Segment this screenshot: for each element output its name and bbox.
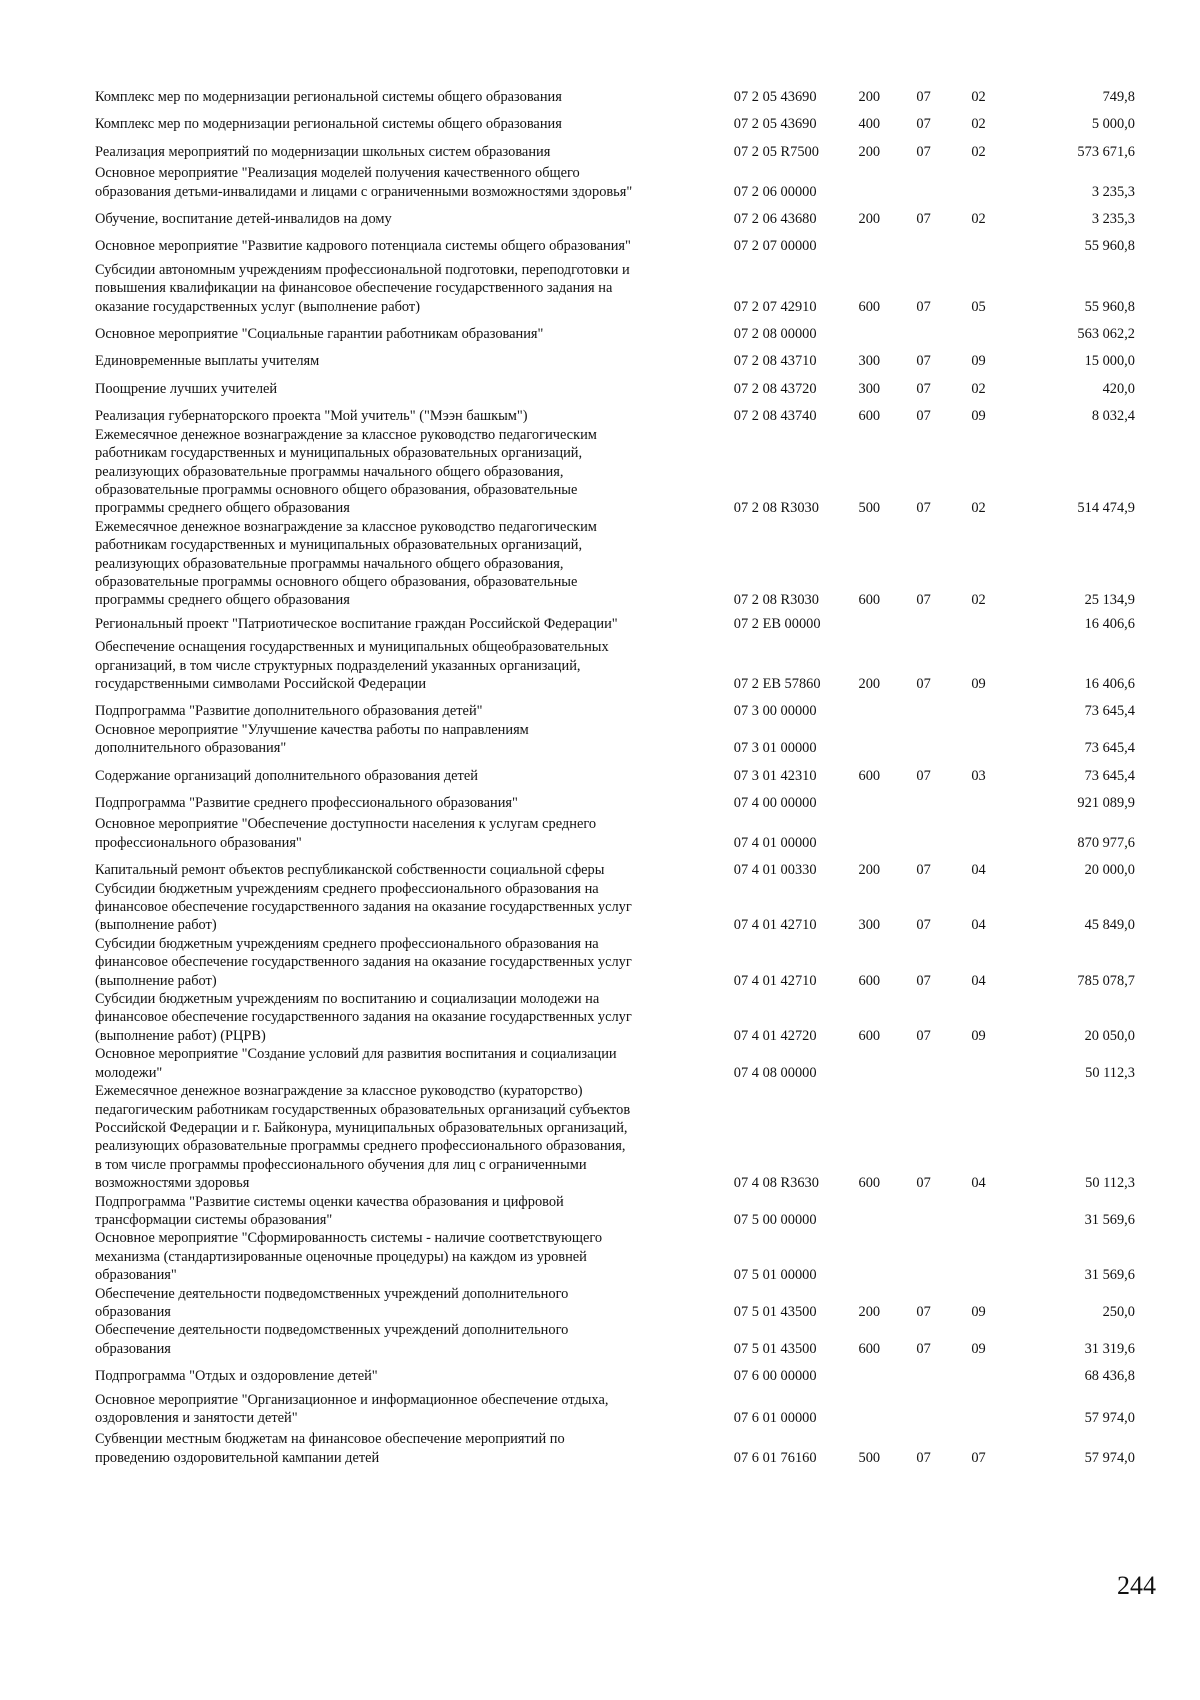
- expense-type: 500: [858, 1449, 881, 1466]
- section: 07: [916, 1449, 931, 1466]
- table-row: [95, 164, 1135, 201]
- item-name: Подпрограмма "Развитие дополнительного образования детей": [95, 703, 483, 720]
- section: 07: [916, 211, 931, 228]
- item-name: Основное мероприятие "Обеспечение доступности населения к услугам среднего профессионального образования": [95, 816, 597, 851]
- amount: 55 960,8: [1084, 238, 1135, 255]
- expense-type: 200: [858, 1303, 881, 1320]
- item-name: Субсидии бюджетным учреждениям среднего профессионального образования на финансовое обеспечение государственного задания на оказание государственных услуг (выполнение работ): [95, 880, 632, 934]
- subsection: 02: [971, 500, 986, 517]
- amount: 25 134,9: [1084, 592, 1135, 609]
- item-name: Комплекс мер по модернизации региональной системы общего образования: [95, 89, 562, 105]
- item-name: Подпрограмма "Развитие системы оценки качества образования и цифровой трансформации системы образования": [95, 1193, 564, 1228]
- item-name: Основное мероприятие "Сформированность системы - наличие соответствующего механизма (стандартизированные оценочные процедуры) на каждом из уровней образования": [95, 1230, 603, 1284]
- table-row: [95, 935, 1135, 990]
- subsection: 02: [971, 116, 986, 133]
- amount: 870 977,6: [1077, 834, 1135, 851]
- section: 07: [916, 592, 931, 609]
- amount: 5 000,0: [1091, 116, 1135, 133]
- table-row: [95, 1430, 1135, 1467]
- subsection: 02: [971, 380, 986, 397]
- expense-type: 200: [858, 675, 881, 692]
- item-name: Обеспечение оснащения государственных и муниципальных общеобразовательных организаций, в том числе структурных подразделений указанных организаций, государственными символами Российской Федерации: [95, 639, 609, 692]
- item-name: Субсидии бюджетным учреждениям по воспитанию и социализации молодежи на финансовое обеспечение государственного задания на оказание государственных услуг (выполнение работ) (РЦРВ): [95, 991, 632, 1044]
- item-name: Основное мероприятие "Улучшение качества работы по направлениям дополнительного образования": [95, 721, 529, 757]
- table-row: [95, 638, 1135, 693]
- target-code: 07 4 01 42720: [733, 1027, 817, 1044]
- target-code: 07 4 01 00330: [733, 862, 817, 879]
- section: 07: [916, 353, 931, 370]
- target-code: 07 2 06 00000: [733, 183, 817, 200]
- item-name: Капитальный ремонт объектов республиканской собственности социальной сферы: [95, 862, 605, 879]
- expense-type: 600: [858, 972, 881, 989]
- item-name: Основное мероприятие "Создание условий для развития воспитания и социализации молодежи": [95, 1046, 617, 1081]
- item-name: Региональный проект "Патриотическое воспитание граждан Российской Федерации": [95, 615, 618, 632]
- item-name: Ежемесячное денежное вознаграждение за классное руководство (кураторство) педагогическим работникам государственных образовательных организаций субъектов Российской Федерации и г. Байконура, муниципальных образовательных организаций, реализующих образовательные программы среднего профессионального образования, в том числе программы профессионального обучения для лиц с ограниченными возможностями здоровья: [95, 1083, 631, 1192]
- target-code: 07 3 00 00000: [733, 703, 817, 720]
- amount: 50 112,3: [1085, 1175, 1135, 1192]
- section: 07: [916, 116, 931, 133]
- table-row: [95, 352, 1135, 370]
- target-code: 07 5 01 00000: [733, 1267, 817, 1284]
- amount: 68 436,8: [1084, 1368, 1135, 1385]
- section: 07: [916, 767, 931, 784]
- expense-type: 400: [858, 116, 881, 133]
- expense-type: 300: [858, 380, 881, 397]
- amount: 31 569,6: [1084, 1267, 1135, 1284]
- amount: 45 849,0: [1084, 917, 1135, 934]
- expense-type: 600: [858, 1175, 881, 1192]
- target-code: 07 2 07 42910: [733, 298, 817, 315]
- section: 07: [916, 298, 931, 315]
- section: 07: [916, 675, 931, 692]
- amount: 57 974,0: [1084, 1449, 1135, 1466]
- item-name: Основное мероприятие "Социальные гарантии работникам образования": [95, 326, 544, 343]
- item-name: Обеспечение деятельности подведомственных учреждений дополнительного образования: [95, 1285, 569, 1320]
- amount: 73 645,4: [1084, 767, 1135, 784]
- table-row: [95, 115, 1135, 133]
- item-name: Комплекс мер по модернизации региональной системы общего образования: [95, 116, 562, 133]
- target-code: 07 2 EB 57860: [733, 675, 821, 692]
- table-row: [95, 880, 1135, 935]
- table-row: [95, 1082, 1135, 1192]
- table-row: [95, 615, 1135, 633]
- subsection: 09: [971, 408, 986, 425]
- amount: 50 112,3: [1085, 1064, 1135, 1081]
- table-row: [95, 1229, 1135, 1284]
- section: 07: [916, 917, 931, 934]
- table-row: [95, 237, 1135, 255]
- amount: 3 235,3: [1091, 183, 1135, 200]
- target-code: 07 4 08 R3630: [733, 1175, 819, 1192]
- subsection: 09: [971, 1340, 986, 1357]
- table-row: [95, 1367, 1135, 1385]
- table-row: [95, 702, 1135, 720]
- item-name: Ежемесячное денежное вознаграждение за классное руководство педагогическим работникам государственных и муниципальных образовательных организаций, реализующих образовательные программы начального общего образования, образовательные программы основного общего образования, образовательные программы среднего общего образования: [95, 426, 597, 517]
- section: 07: [916, 1027, 931, 1044]
- subsection: 04: [971, 972, 986, 989]
- item-name: Реализация губернаторского проекта "Мой учитель" ("Мээн башкым"): [95, 408, 528, 425]
- table-row: [95, 1285, 1135, 1322]
- table-row: [95, 518, 1135, 610]
- subsection: 09: [971, 353, 986, 370]
- target-code: 07 2 05 R7500: [733, 143, 819, 160]
- subsection: 07: [971, 1449, 986, 1466]
- target-code: 07 2 05 43690: [733, 116, 817, 133]
- item-name: Основное мероприятие "Реализация моделей получения качественного общего образования детьми-инвалидами и лицами с ограниченными возможностями здоровья": [95, 165, 633, 200]
- amount: 20 000,0: [1084, 862, 1135, 879]
- target-code: 07 2 08 R3030: [733, 500, 819, 517]
- section: 07: [916, 1340, 931, 1357]
- item-name: Реализация мероприятий по модернизации школьных систем образования: [95, 143, 551, 160]
- target-code: 07 2 08 43710: [733, 353, 817, 370]
- expense-type: 300: [858, 917, 881, 934]
- item-name: Основное мероприятие "Организационное и информационное обеспечение отдыха, оздоровления и занятости детей": [95, 1391, 609, 1426]
- item-name: Обучение, воспитание детей-инвалидов на дому: [95, 211, 392, 228]
- expense-type: 600: [858, 1340, 881, 1357]
- expense-type: 300: [858, 353, 881, 370]
- table-row: [95, 210, 1135, 228]
- item-name: Субвенции местным бюджетам на финансовое обеспечение мероприятий по проведению оздоровительной кампании детей: [95, 1431, 565, 1466]
- amount: 250,0: [1102, 1303, 1135, 1320]
- expense-type: 600: [858, 408, 881, 425]
- amount: 20 050,0: [1084, 1027, 1135, 1044]
- target-code: 07 2 07 00000: [733, 238, 817, 255]
- item-name: Основное мероприятие "Развитие кадрового потенциала системы общего образования": [95, 238, 631, 255]
- expense-type: 200: [858, 89, 881, 105]
- item-name: Обеспечение деятельности подведомственных учреждений дополнительного образования: [95, 1322, 569, 1357]
- budget-table: [95, 88, 1135, 1467]
- table-row: [95, 721, 1135, 758]
- section: 07: [916, 89, 931, 105]
- amount: 15 000,0: [1084, 353, 1135, 370]
- amount: 73 645,4: [1084, 703, 1135, 720]
- subsection: 03: [971, 767, 986, 784]
- table-row: [95, 990, 1135, 1045]
- expense-type: 600: [858, 767, 881, 784]
- table-row: [95, 815, 1135, 852]
- subsection: 04: [971, 862, 986, 879]
- table-row: [95, 1391, 1135, 1428]
- table-row: [95, 325, 1135, 343]
- subsection: 05: [971, 298, 986, 315]
- target-code: 07 5 01 43500: [733, 1303, 817, 1320]
- target-code: 07 4 00 00000: [733, 795, 817, 811]
- item-name: Единовременные выплаты учителям: [95, 353, 320, 370]
- amount: 514 474,9: [1077, 500, 1135, 517]
- target-code: 07 2 08 43740: [733, 408, 817, 425]
- table-row: [95, 143, 1135, 161]
- item-name: Ежемесячное денежное вознаграждение за классное руководство педагогическим работникам государственных и муниципальных образовательных организаций, реализующих образовательные программы начального общего образования, образовательные программы основного общего образования, образовательные программы среднего общего образования: [95, 518, 597, 609]
- item-name: Субсидии бюджетным учреждениям среднего профессионального образования на финансовое обеспечение государственного задания на оказание государственных услуг (выполнение работ): [95, 935, 632, 989]
- table-row: [95, 767, 1135, 785]
- amount: 73 645,4: [1084, 740, 1135, 757]
- amount: 55 960,8: [1084, 298, 1135, 315]
- section: 07: [916, 380, 931, 397]
- subsection: 02: [971, 89, 986, 105]
- amount: 8 032,4: [1091, 408, 1135, 425]
- section: 07: [916, 143, 931, 160]
- amount: 31 319,6: [1084, 1340, 1135, 1357]
- amount: 573 671,6: [1077, 143, 1135, 160]
- table-row: [95, 1321, 1135, 1358]
- subsection: 04: [971, 1175, 986, 1192]
- target-code: 07 6 00 00000: [733, 1368, 817, 1385]
- amount: 31 569,6: [1084, 1211, 1135, 1228]
- table-row: [95, 407, 1135, 425]
- target-code: 07 4 01 42710: [733, 917, 817, 934]
- target-code: 07 4 08 00000: [733, 1064, 817, 1081]
- expense-type: 200: [858, 211, 881, 228]
- expense-type: 500: [858, 500, 881, 517]
- amount: 3 235,3: [1091, 211, 1135, 228]
- target-code: 07 2 08 43720: [733, 380, 817, 397]
- item-name: Поощрение лучших учителей: [95, 380, 278, 397]
- subsection: 02: [971, 592, 986, 609]
- target-code: 07 2 06 43680: [733, 211, 817, 228]
- target-code: 07 2 EB 00000: [733, 615, 821, 632]
- target-code: 07 2 08 00000: [733, 326, 817, 343]
- expense-type: 600: [858, 298, 881, 315]
- subsection: 02: [971, 143, 986, 160]
- table-row: [95, 1045, 1135, 1082]
- expense-type: 600: [858, 1027, 881, 1044]
- section: 07: [916, 972, 931, 989]
- amount: 420,0: [1102, 380, 1135, 397]
- table-row: [95, 261, 1135, 316]
- item-name: Субсидии автономным учреждениям профессиональной подготовки, переподготовки и повышения квалификации на финансовое обеспечение государственного задания на оказание государственных услуг (выполнение работ): [95, 261, 630, 315]
- amount: 785 078,7: [1077, 972, 1135, 989]
- amount: 749,8: [1102, 89, 1135, 105]
- page-number: 244: [1117, 1571, 1156, 1600]
- target-code: 07 2 05 43690: [733, 89, 817, 105]
- table-row: [95, 380, 1135, 398]
- target-code: 07 5 00 00000: [733, 1211, 817, 1228]
- item-name: Подпрограмма "Развитие среднего профессионального образования": [95, 795, 518, 811]
- section: 07: [916, 500, 931, 517]
- table-row: [95, 1193, 1135, 1230]
- subsection: 04: [971, 917, 986, 934]
- target-code: 07 6 01 76160: [733, 1449, 817, 1466]
- expense-type: 200: [858, 143, 881, 160]
- target-code: 07 4 01 00000: [733, 834, 817, 851]
- target-code: 07 2 08 R3030: [733, 592, 819, 609]
- amount: 16 406,6: [1084, 615, 1135, 632]
- table-row: [95, 88, 1135, 106]
- table-row: [95, 861, 1135, 879]
- amount: 563 062,2: [1077, 326, 1135, 343]
- section: 07: [916, 1175, 931, 1192]
- subsection: 09: [971, 1303, 986, 1320]
- subsection: 09: [971, 1027, 986, 1044]
- expense-type: 200: [858, 862, 881, 879]
- target-code: 07 3 01 42310: [733, 767, 817, 784]
- amount: 921 089,9: [1077, 795, 1135, 811]
- item-name: Подпрограмма "Отдых и оздоровление детей": [95, 1368, 378, 1385]
- subsection: 09: [971, 675, 986, 692]
- section: 07: [916, 862, 931, 879]
- target-code: 07 3 01 00000: [733, 740, 817, 757]
- target-code: 07 5 01 43500: [733, 1340, 817, 1357]
- target-code: 07 4 01 42710: [733, 972, 817, 989]
- amount: 57 974,0: [1084, 1410, 1135, 1426]
- table-row: [95, 426, 1135, 518]
- amount: 16 406,6: [1084, 675, 1135, 692]
- item-name: Содержание организаций дополнительного образования детей: [95, 767, 478, 784]
- section: 07: [916, 1303, 931, 1320]
- target-code: 07 6 01 00000: [733, 1410, 817, 1426]
- expense-type: 600: [858, 592, 881, 609]
- subsection: 02: [971, 211, 986, 228]
- table-row: [95, 794, 1135, 812]
- section: 07: [916, 408, 931, 425]
